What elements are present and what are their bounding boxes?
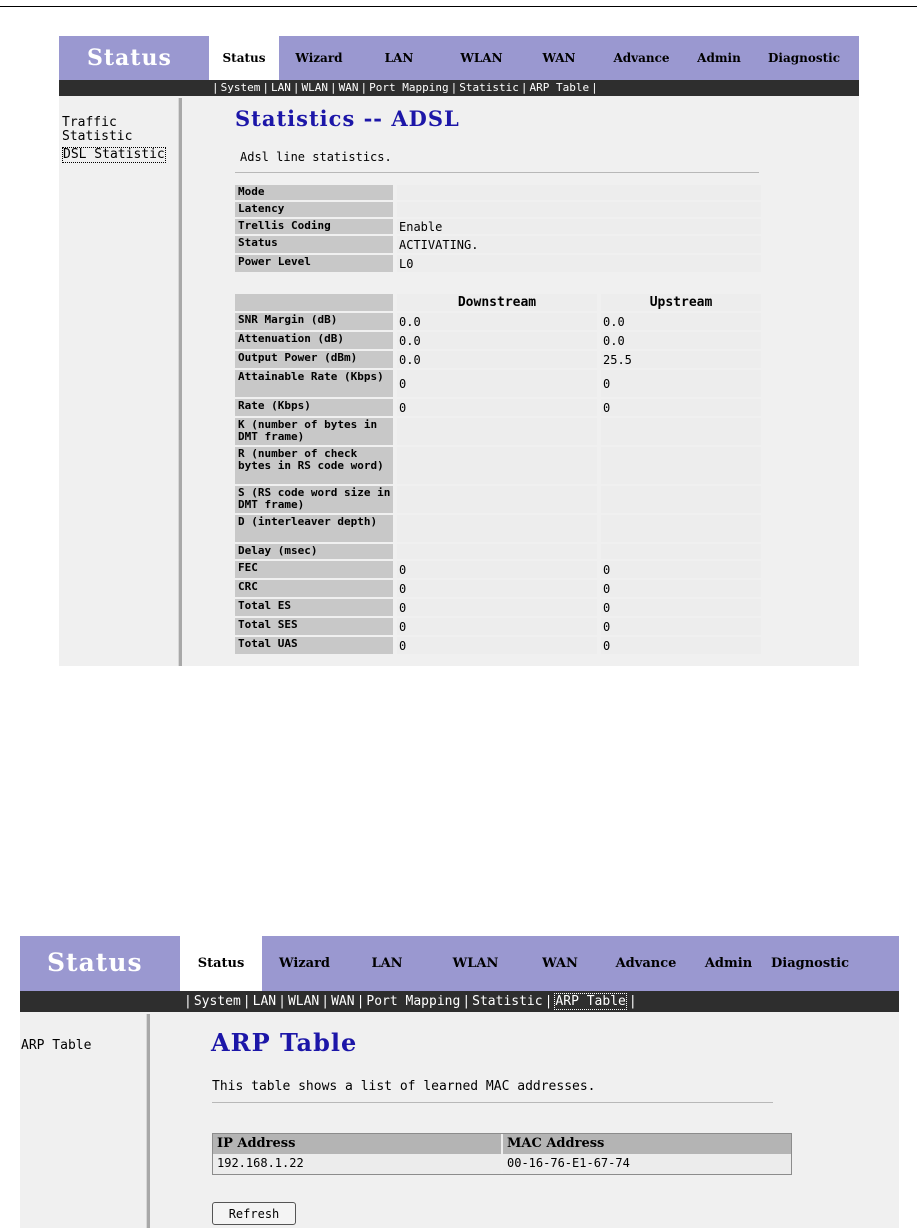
- ip-cell: 192.168.1.22: [213, 1154, 501, 1174]
- row-label: SNR Margin (dB): [235, 313, 393, 330]
- sub-link-arp-table[interactable]: ARP Table: [529, 81, 590, 94]
- tab-status[interactable]: Status: [180, 936, 262, 991]
- upstream-value: 0: [601, 370, 761, 397]
- sub-link-statistic[interactable]: Statistic: [472, 994, 543, 1009]
- sub-link-lan[interactable]: LAN: [271, 81, 291, 94]
- brand-title: Status: [87, 45, 172, 71]
- col-downstream: Downstream: [397, 294, 597, 311]
- upstream-value: 0.0: [601, 313, 761, 330]
- sub-link-system[interactable]: System: [193, 994, 241, 1009]
- row-label: S (RS code word size in DMT frame): [235, 486, 393, 513]
- upstream-value: [601, 418, 761, 445]
- refresh-button[interactable]: Refresh: [212, 1202, 296, 1225]
- row-label: Trellis Coding: [235, 219, 393, 234]
- sub-link-port-mapping[interactable]: Port Mapping: [369, 81, 449, 94]
- downstream-value: [397, 418, 597, 445]
- row-value: [397, 202, 761, 217]
- tab-wan[interactable]: WAN: [542, 51, 576, 65]
- upstream-value: [601, 486, 761, 513]
- brand-title: Status: [47, 948, 143, 977]
- table-row: [235, 599, 761, 616]
- sub-link-wlan[interactable]: WLAN: [301, 81, 328, 94]
- downstream-value: 0.0: [397, 351, 597, 368]
- header-bar: [59, 36, 859, 80]
- upstream-value: 0: [601, 637, 761, 654]
- sub-link-wan[interactable]: WAN: [338, 81, 359, 94]
- table-row: [235, 351, 761, 368]
- sub-link-wan[interactable]: WAN: [331, 994, 355, 1009]
- downstream-value: 0: [397, 561, 597, 578]
- row-value: [397, 185, 761, 200]
- divider: [235, 172, 759, 173]
- downstream-value: 0: [397, 637, 597, 654]
- sub-link-wlan[interactable]: WLAN: [287, 994, 320, 1009]
- table-row: [235, 486, 761, 513]
- row-label: Power Level: [235, 255, 393, 272]
- sidebar-item-traffic-statistic[interactable]: Traffic Statistic: [62, 115, 133, 144]
- row-label: Output Power (dBm): [235, 351, 393, 368]
- mac-cell: 00-16-76-E1-67-74: [503, 1154, 791, 1174]
- sidebar: [20, 1014, 152, 1228]
- sidebar-divider: [178, 98, 182, 666]
- row-value: ACTIVATING.: [397, 236, 761, 253]
- row-label: CRC: [235, 580, 393, 597]
- downstream-value: 0.0: [397, 332, 597, 349]
- page-title: Statistics -- ADSL: [235, 106, 460, 131]
- upstream-value: 0: [601, 399, 761, 416]
- tab-wizard[interactable]: Wizard: [278, 956, 331, 971]
- line-info-table: [235, 185, 759, 275]
- page-description: Adsl line statistics.: [240, 150, 392, 164]
- table-row: [235, 332, 761, 349]
- col-ip-address: IP Address: [213, 1134, 501, 1154]
- tab-advance[interactable]: Advance: [613, 51, 670, 65]
- stats-header-row: [235, 294, 761, 311]
- row-label: Delay (msec): [235, 544, 393, 559]
- downstream-value: 0: [397, 580, 597, 597]
- row-label: Mode: [235, 185, 393, 200]
- table-row: [235, 618, 761, 635]
- arp-table-screenshot: [20, 936, 899, 1228]
- stats-table: [235, 313, 759, 663]
- upstream-value: [601, 515, 761, 542]
- sidebar-item-arp-table[interactable]: ARP Table: [21, 1038, 92, 1053]
- row-value: L0: [397, 255, 761, 272]
- row-label: Total UAS: [235, 637, 393, 654]
- table-row: [235, 544, 761, 559]
- arp-table: [212, 1133, 792, 1175]
- upstream-value: 0: [601, 618, 761, 635]
- tab-advance[interactable]: Advance: [615, 956, 677, 971]
- tab-wlan[interactable]: WLAN: [460, 51, 503, 65]
- stats-header-blank: [235, 294, 393, 311]
- sidebar-divider: [146, 1014, 150, 1228]
- table-row: [235, 580, 761, 597]
- downstream-value: [397, 544, 597, 559]
- row-label: FEC: [235, 561, 393, 578]
- dsl-statistics-screenshot: [59, 36, 859, 666]
- sidebar: [59, 98, 184, 666]
- line-info-row-latency: [235, 202, 761, 217]
- downstream-value: 0: [397, 599, 597, 616]
- upstream-value: 0: [601, 561, 761, 578]
- downstream-value: [397, 447, 597, 484]
- row-label: Attainable Rate (Kbps): [235, 370, 393, 397]
- col-upstream: Upstream: [601, 294, 761, 311]
- downstream-value: 0: [397, 618, 597, 635]
- row-label: Rate (Kbps): [235, 399, 393, 416]
- row-value: Enable: [397, 219, 761, 234]
- main-tabs: [180, 936, 899, 991]
- page-title: ARP Table: [211, 1028, 358, 1057]
- divider: [212, 1102, 773, 1103]
- tab-admin[interactable]: Admin: [697, 51, 741, 65]
- row-label: Status: [235, 236, 393, 253]
- upstream-value: 25.5: [601, 351, 761, 368]
- table-row: [235, 637, 761, 654]
- downstream-value: 0: [397, 370, 597, 397]
- row-label: D (interleaver depth): [235, 515, 393, 542]
- row-label: Latency: [235, 202, 393, 217]
- table-row: [235, 447, 761, 484]
- main-tabs: [209, 36, 859, 80]
- tab-wan[interactable]: WAN: [542, 956, 578, 971]
- downstream-value: [397, 486, 597, 513]
- row-label: Total ES: [235, 599, 393, 616]
- row-label: R (number of check bytes in RS code word): [235, 447, 393, 484]
- table-row: [235, 515, 761, 542]
- tab-lan[interactable]: LAN: [371, 956, 403, 971]
- tab-diagnostic[interactable]: Diagnostic: [770, 956, 850, 971]
- header-bar: [20, 936, 899, 991]
- upstream-value: 0: [601, 599, 761, 616]
- line-info-row-mode: [235, 185, 761, 200]
- table-row: [213, 1154, 791, 1174]
- col-mac-address: MAC Address: [503, 1134, 791, 1154]
- sub-link-lan[interactable]: LAN: [252, 994, 277, 1009]
- line-info-row-power-level: [235, 255, 761, 272]
- line-info-row-status: [235, 236, 761, 253]
- sub-link-arp-table[interactable]: ARP Table: [555, 994, 626, 1009]
- tab-lan[interactable]: LAN: [384, 51, 414, 65]
- sub-nav: | System | LAN | WLAN | WAN | Port Mapping | Statistic | ARP Table |: [20, 991, 899, 1012]
- table-row: [235, 313, 761, 330]
- table-row: [235, 561, 761, 578]
- tab-admin[interactable]: Admin: [704, 956, 753, 971]
- sub-nav: | System | LAN | WLAN | WAN | Port Mapping | Statistic | ARP Table |: [59, 80, 859, 96]
- upstream-value: [601, 544, 761, 559]
- sub-link-system[interactable]: System: [220, 81, 261, 94]
- table-row: [235, 370, 761, 397]
- row-label: Total SES: [235, 618, 393, 635]
- downstream-value: 0.0: [397, 313, 597, 330]
- line-info-row-trellis-coding: [235, 219, 761, 234]
- sub-link-port-mapping[interactable]: Port Mapping: [366, 994, 461, 1009]
- upstream-value: 0.0: [601, 332, 761, 349]
- row-label: K (number of bytes in DMT frame): [235, 418, 393, 445]
- tab-wlan[interactable]: WLAN: [452, 956, 499, 971]
- tab-wizard[interactable]: Wizard: [295, 51, 343, 65]
- page-description: This table shows a list of learned MAC addresses.: [212, 1079, 596, 1094]
- table-row: [235, 418, 761, 445]
- page-top-rule: [0, 6, 917, 7]
- upstream-value: [601, 447, 761, 484]
- downstream-value: 0: [397, 399, 597, 416]
- table-row: [235, 399, 761, 416]
- downstream-value: [397, 515, 597, 542]
- tab-status[interactable]: Status: [209, 36, 279, 80]
- sidebar-item-dsl-statistic[interactable]: DSL Statistic: [63, 147, 165, 162]
- arp-header-row: [213, 1134, 791, 1154]
- sub-link-statistic[interactable]: Statistic: [459, 81, 519, 94]
- upstream-value: 0: [601, 580, 761, 597]
- row-label: Attenuation (dB): [235, 332, 393, 349]
- tab-diagnostic[interactable]: Diagnostic: [767, 51, 841, 65]
